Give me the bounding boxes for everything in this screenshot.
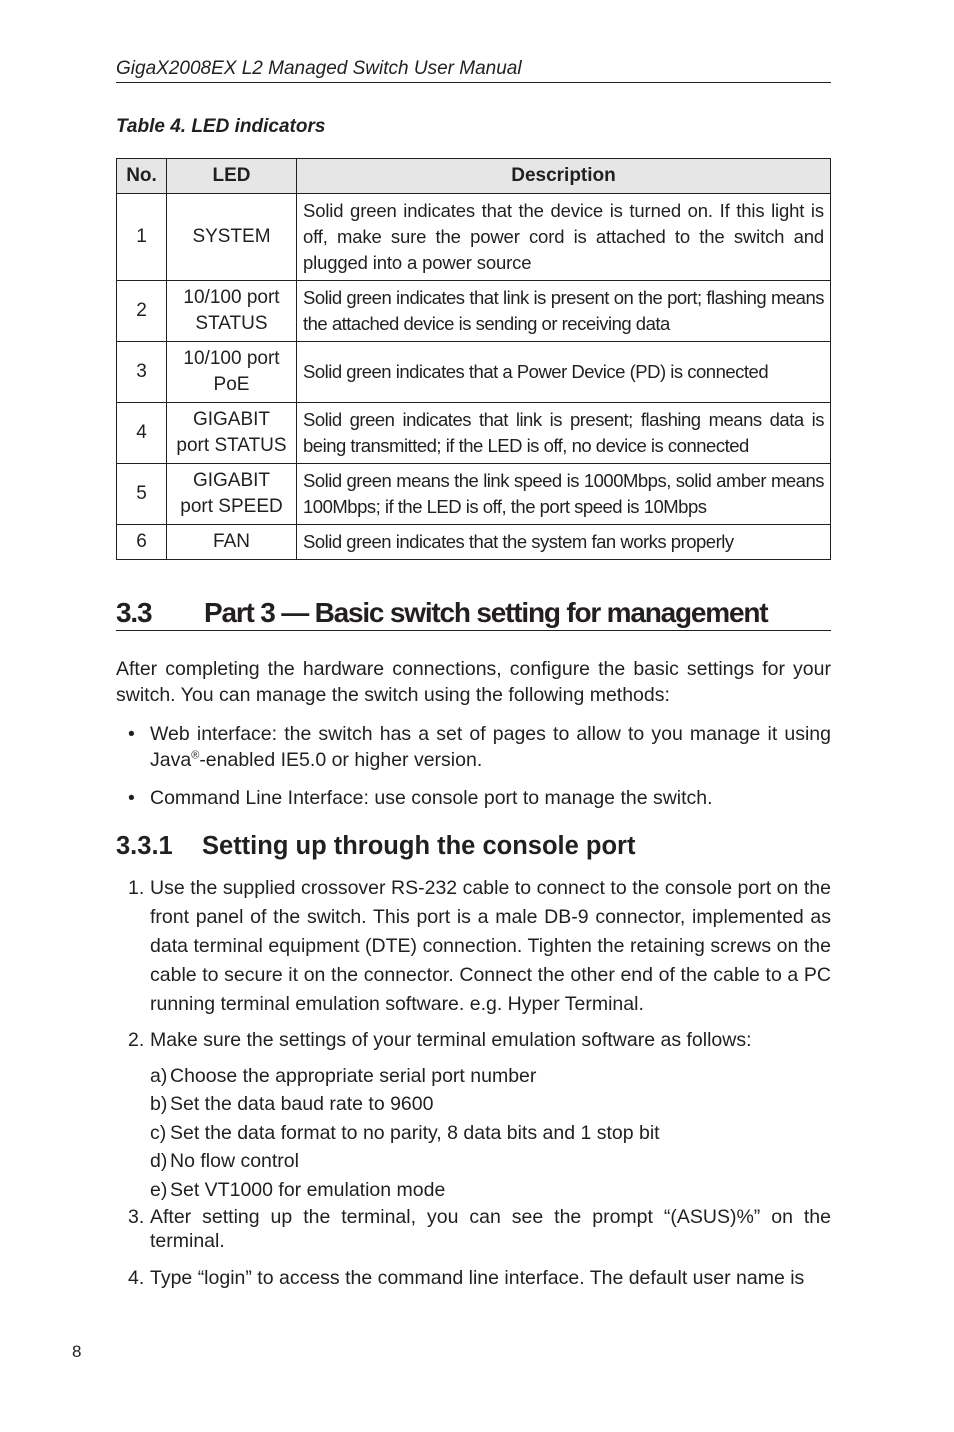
step-number: 1. [128, 877, 145, 899]
led-indicators-table [116, 158, 831, 560]
led-name [167, 403, 297, 464]
row-number: 2 [117, 281, 167, 342]
table-row [117, 194, 831, 281]
numbered-step [128, 1026, 831, 1055]
table-row [117, 403, 831, 464]
led-name-line: 10/100 port [183, 348, 280, 369]
table-row [117, 342, 831, 403]
led-description: Solid green indicates that link is present; flashing means data is being transmitted; if the LED is off, no device is connected [297, 403, 831, 464]
sub-list-item [150, 1120, 660, 1146]
bullet-text-part: -enabled IE5.0 or higher version. [199, 749, 483, 771]
sub-item-text: Set the data baud rate to 9600 [170, 1093, 434, 1115]
led-name [167, 194, 297, 281]
sub-item-mark: b) [150, 1093, 168, 1115]
step-text: Make sure the settings of your terminal emulation software as follows: [150, 1029, 752, 1051]
led-name-line: SYSTEM [192, 226, 271, 247]
led-name [167, 342, 297, 403]
sub-list-item [150, 1091, 433, 1117]
table-caption: Table 4. LED indicators [116, 116, 326, 137]
step-text: Use the supplied crossover RS-232 cable to connect to the console port on the front panel of the switch. This port is a male DB-9 connector, implemented as data terminal equipment (DTE) connection. Tighten the retaining screws on the cable to secure it on the connector. Connect the other end of the cable to a PC running terminal emulation software. e.g. Hyper Terminal. [150, 877, 831, 1015]
bullet-mark: • [128, 723, 135, 745]
led-name [167, 281, 297, 342]
numbered-step [128, 874, 831, 1019]
row-number: 4 [117, 403, 167, 464]
intro-paragraph: After completing the hardware connections, configure the basic settings for your switch. You can manage the switch using the following methods: [116, 658, 831, 706]
sub-item-mark: c) [150, 1122, 167, 1144]
led-description: Solid green indicates that the device is turned on. If this light is off, make sure the power cord is attached to the switch and plugged into a power source [297, 194, 831, 281]
led-description: Solid green indicates that a Power Device (PD) is connected [297, 342, 831, 403]
sub-item-text: Set the data format to no parity, 8 data bits and 1 stop bit [170, 1122, 660, 1144]
subsection-title: Setting up through the console port [202, 832, 636, 860]
led-name-line: 10/100 port [183, 287, 280, 308]
registered-mark: ® [191, 749, 200, 762]
led-name [167, 525, 297, 560]
sub-list-item [150, 1148, 299, 1174]
led-description: Solid green indicates that the system fan works properly [297, 525, 831, 560]
led-name-line: PoE [213, 374, 250, 395]
row-number: 5 [117, 464, 167, 525]
bullet-text: Command Line Interface: use console port to manage the switch. [150, 787, 713, 809]
row-number: 1 [117, 194, 167, 281]
subsection-heading [116, 832, 635, 861]
step-number: 4. [128, 1267, 145, 1289]
numbered-step [128, 1205, 831, 1253]
bullet-text-part: Web interface: the switch has a set of pages to allow to you manage it using Java [150, 723, 831, 771]
led-description: Solid green means the link speed is 1000Mbps, solid amber means 100Mbps; if the LED is off, the port speed is 10Mbps [297, 464, 831, 525]
column-header-no: No. [117, 159, 167, 194]
led-name-line: STATUS [195, 313, 268, 334]
step-text: Type “login” to access the command line interface. The default user name is [150, 1267, 805, 1289]
led-description: Solid green indicates that link is present on the port; flashing means the attached device is sending or receiving data [297, 281, 831, 342]
row-number: 3 [117, 342, 167, 403]
table-row [117, 281, 831, 342]
led-name-line: GIGABIT [192, 470, 271, 491]
table-header-row [117, 159, 831, 194]
led-name-line: port SPEED [180, 496, 283, 517]
led-name-line: GIGABIT [192, 409, 271, 430]
row-number: 6 [117, 525, 167, 560]
bullet-mark: • [128, 787, 135, 809]
section-heading [116, 596, 831, 631]
led-name-line: FAN [213, 531, 250, 552]
sub-item-mark: d) [150, 1150, 168, 1172]
step-text: After setting up the terminal, you can see the prompt “(ASUS)%” on the terminal. [150, 1206, 831, 1252]
bullet-text [150, 721, 831, 773]
list-item [128, 721, 831, 773]
page-number: 8 [72, 1342, 82, 1361]
sub-item-mark: e) [150, 1179, 168, 1201]
table-row [117, 464, 831, 525]
sub-list-item [150, 1177, 445, 1203]
running-header: GigaX2008EX L2 Managed Switch User Manual [116, 58, 831, 83]
sub-item-text: Choose the appropriate serial port number [170, 1065, 537, 1087]
subsection-number: 3.3.1 [116, 832, 173, 860]
step-number: 2. [128, 1029, 145, 1051]
numbered-step [128, 1264, 831, 1293]
led-name-line: port STATUS [176, 435, 287, 456]
sub-item-text: No flow control [170, 1150, 299, 1172]
led-name [167, 464, 297, 525]
column-header-description: Description [297, 159, 831, 194]
sub-item-text: Set VT1000 for emulation mode [170, 1179, 446, 1201]
column-header-led: LED [167, 159, 297, 194]
sub-list-item [150, 1063, 536, 1089]
sub-item-mark: a) [150, 1065, 168, 1087]
table-row [117, 525, 831, 560]
list-item [128, 785, 831, 811]
section-number: 3.3 [116, 597, 152, 628]
step-number: 3. [128, 1206, 145, 1228]
section-title: Part 3 — Basic switch setting for management [204, 597, 768, 628]
